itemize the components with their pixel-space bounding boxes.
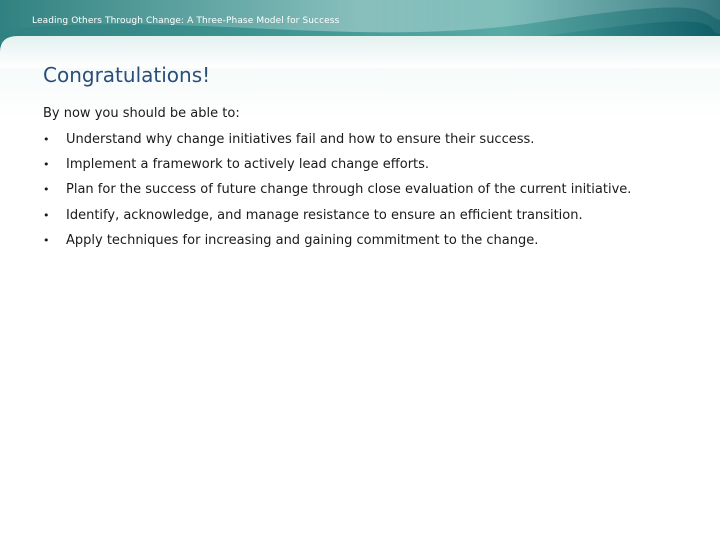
list-item-text: Identify, acknowledge, and manage resistance to ensure an efficient transition. <box>66 207 583 223</box>
list-item-text: Plan for the success of future change through close evaluation of the current initiative. <box>66 182 632 198</box>
header-wave-graphic <box>0 0 720 68</box>
list-item-text: Apply techniques for increasing and gaining commitment to the change. <box>66 232 539 248</box>
presentation-title: Leading Others Through Change: A Three-Phase Model for Success <box>32 16 340 26</box>
slide-heading: Congratulations! <box>43 63 211 87</box>
list-item-text: Understand why change initiatives fail and how to ensure their success. <box>66 132 535 147</box>
bullet-icon: • <box>43 183 50 197</box>
intro-text: By now you should be able to: <box>43 106 240 121</box>
header-band <box>0 0 720 68</box>
bullet-icon: • <box>43 158 50 172</box>
bullet-icon: • <box>43 133 50 146</box>
bullet-icon: • <box>43 208 50 222</box>
list-item-text: Implement a framework to actively lead change efforts. <box>66 157 430 173</box>
bullet-icon: • <box>43 233 50 247</box>
